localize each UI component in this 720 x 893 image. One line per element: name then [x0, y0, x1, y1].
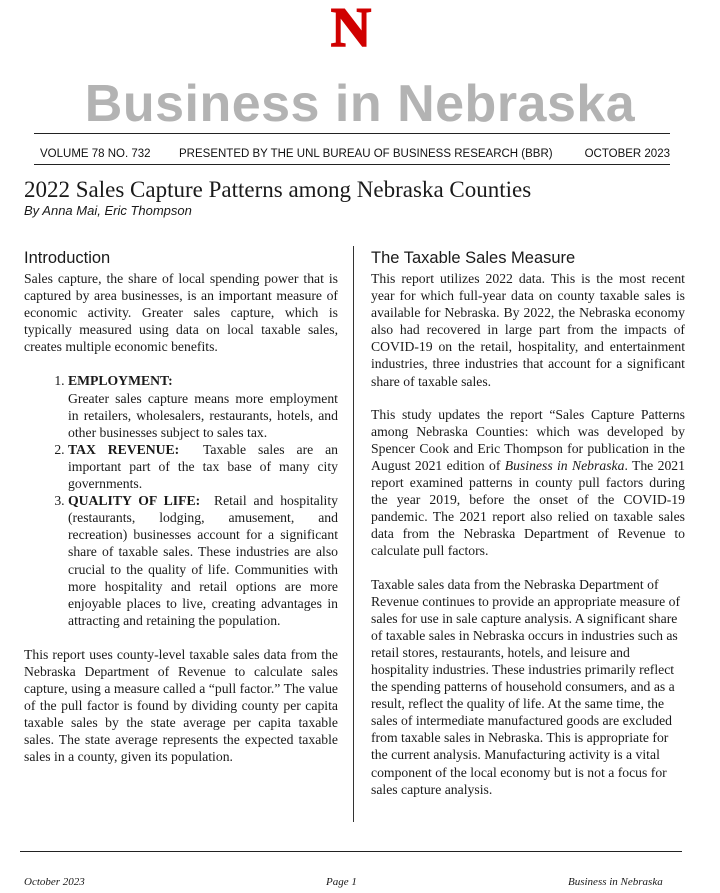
- closing-paragraph: This report uses county-level taxable sales data from the Nebraska Department of Revenue to calculate sales capture, using a measure called a “pull factor.” The value of the pull factor is found by dividing county per capita taxable sales by the state average per capita taxable sales. The state average represents the expected taxable sales in a county, given its population.: [24, 646, 338, 765]
- intro-paragraph: Sales capture, the share of local spending power that is captured by area businesses, is an important measure of economic activity. Greater sales capture, which is typically measured using data on local taxable sales, creates multiple economic benefits.: [24, 271, 338, 355]
- section-heading-introduction: Introduction: [24, 249, 111, 267]
- list-item-label: EMPLOYMENT:: [68, 373, 173, 389]
- paragraph-report-update: [371, 406, 685, 560]
- issue-info-bar: [34, 148, 670, 162]
- right-column: [371, 248, 685, 798]
- publication-title: Business in Nebraska: [504, 457, 625, 473]
- paragraph-text: . The 2021 report examined patterns in county pull factors during the year 2019, before the onset of the COVID-19 pandemic. The 2021 report also relied on taxable sales data from the Nebraska Department of Revenue to calculate pull factors.: [371, 457, 685, 559]
- paragraph-text: This study updates the report “Sales Capture Patterns among Nebraska Counties: which was developed by Spencer Cook and Eric Thompson for publication in the August 2021 edition of: [371, 406, 685, 473]
- benefits-list: [24, 372, 338, 628]
- list-item: [68, 492, 338, 629]
- list-item-label: TAX REVENUE:: [68, 441, 180, 457]
- column-divider: [353, 246, 354, 822]
- list-item-text: Retail and hospitality (restaurants, lodging, amusement, and recreation) businesses account for a significant share of taxable sales. These industries are also crucial to the quality of life. Communities with more hospitality and retail options are more enjoyable places to live, creating advantages in attracting and retaining the population.: [68, 493, 338, 628]
- unl-n-logo: [322, 0, 380, 52]
- list-item: [68, 372, 338, 440]
- list-item-text: Taxable sales are an important part of the tax base of many city governments.: [68, 441, 339, 492]
- section-heading-taxable-sales: The Taxable Sales Measure: [371, 249, 576, 267]
- list-item: [68, 441, 338, 492]
- paragraph-data-source: Taxable sales data from the Nebraska Department of Revenue continues to provide an appropriate measure of sales for use in sale capture analysis. A significant share of taxable sales in Nebraska occurs in industries such as retail stores, restaurants, hotels, and leisure and hospitality industries. These industries primarily reflect the spending patterns of household consumers, and as a result, reflect the quality of life. At the same time, the sales of intermediate manufactured goods are excluded from taxable sales in Nebraska. This is appropriate for the current analysis. Manufacturing activity is a vital component of the local economy but is not a focus for sales capture analysis.: [371, 576, 680, 797]
- footer-rule: [20, 851, 682, 852]
- footer-page-number: Page 1: [326, 876, 357, 888]
- footer-date: October 2023: [24, 876, 85, 888]
- masthead-rule-bottom: [34, 164, 670, 165]
- logo-letter: N: [330, 0, 372, 52]
- article-byline: By Anna Mai, Eric Thompson: [24, 203, 192, 218]
- issue-date: OCTOBER 2023: [584, 148, 670, 160]
- list-item-text: Greater sales capture means more employment in retailers, wholesalers, restaurants, hotels, and other businesses subject to sales tax.: [68, 390, 338, 440]
- presented-by: PRESENTED BY THE UNL BUREAU OF BUSINESS RESEARCH (BBR): [179, 148, 553, 160]
- list-item-label: QUALITY OF LIFE:: [68, 493, 201, 509]
- volume-number: VOLUME 78 NO. 732: [40, 148, 151, 160]
- masthead-title: Business in Nebraska: [84, 75, 636, 133]
- masthead-rule-top: [34, 133, 670, 134]
- article-title: 2022 Sales Capture Patterns among Nebraska Counties: [24, 177, 532, 202]
- paragraph-data-year: This report utilizes 2022 data. This is the most recent year for which full-year data on county taxable sales is available for Nebraska. By 2022, the Nebraska economy also had recovered in large part from the impacts of COVID-19 on the retail, hospitality, and entertainment industries, three industries that account for a significant share of taxable sales.: [371, 271, 685, 389]
- footer-publication: Business in Nebraska: [568, 876, 663, 888]
- left-column: [24, 248, 338, 766]
